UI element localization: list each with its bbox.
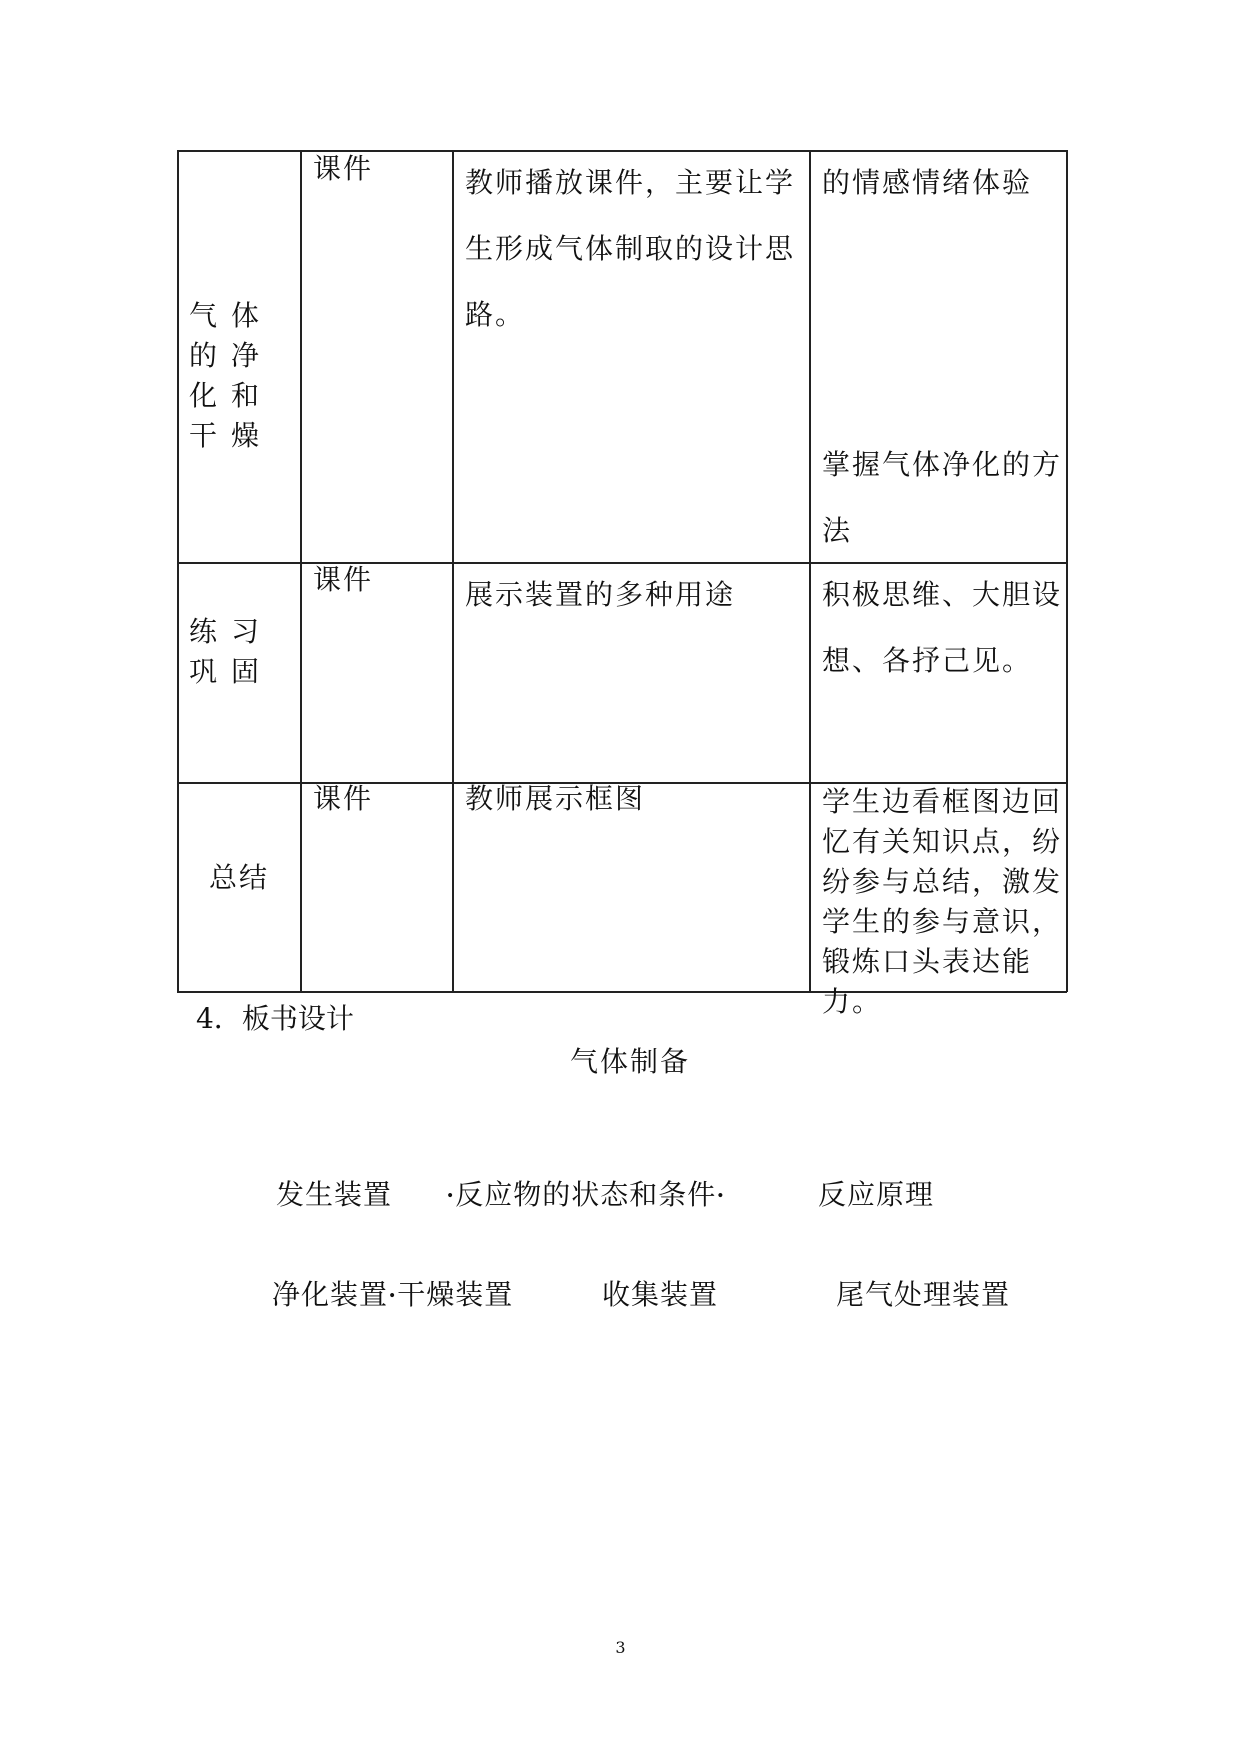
- board-item: 发生装置: [276, 1178, 393, 1211]
- table-divider-1: [300, 150, 302, 992]
- board-title: 气体制备: [570, 1045, 691, 1078]
- connector-dot: •: [716, 1188, 726, 1205]
- page-number: 3: [615, 1638, 626, 1657]
- stage-cell: 气体的净化和干燥: [189, 299, 274, 452]
- student-activity-cell: 的情感情绪体验: [822, 166, 1033, 199]
- teacher-activity-cell: 教师展示框图: [465, 782, 646, 815]
- board-item: 反应原理: [818, 1178, 935, 1211]
- student-activity-cell: 学生边看框图边回忆有关知识点，纷纷参与总结，激发学生的参与意识，锻炼口头表达能力。: [822, 785, 1063, 1018]
- board-item: 收集装置: [602, 1278, 719, 1311]
- board-item-text: 净化装置: [272, 1278, 389, 1311]
- teacher-activity-cell: 展示装置的多种用途: [465, 578, 736, 611]
- board-item-text: 反应物的状态和条件: [455, 1178, 717, 1211]
- board-item: [272, 1273, 513, 1313]
- media-cell: 课件: [313, 152, 374, 185]
- media-cell: 课件: [313, 563, 374, 596]
- stage-cell: 总结: [209, 861, 270, 894]
- lesson-plan-table: [177, 150, 1067, 1018]
- teacher-activity-cell: 教师播放课件，主要让学生形成气体制取的设计思路。: [465, 166, 796, 331]
- stage-cell: 练习巩固: [189, 615, 274, 688]
- student-activity-cell: 掌握气体净化的方法: [822, 448, 1063, 547]
- connector-dot: •: [388, 1288, 398, 1305]
- section-heading: 4．板书设计: [196, 1002, 354, 1035]
- table-divider-2: [452, 150, 454, 992]
- student-activity-cell: 积极思维、大胆设想、各抒己见。: [822, 578, 1063, 677]
- board-item: 尾气处理装置: [836, 1278, 1011, 1311]
- table-divider-3: [809, 150, 811, 992]
- table-border-right: [1066, 150, 1068, 992]
- connector-dot: •: [446, 1188, 456, 1205]
- board-item-text: 干燥装置: [397, 1278, 514, 1311]
- table-border-left: [177, 150, 179, 992]
- board-item: [446, 1173, 726, 1213]
- media-cell: 课件: [313, 782, 374, 815]
